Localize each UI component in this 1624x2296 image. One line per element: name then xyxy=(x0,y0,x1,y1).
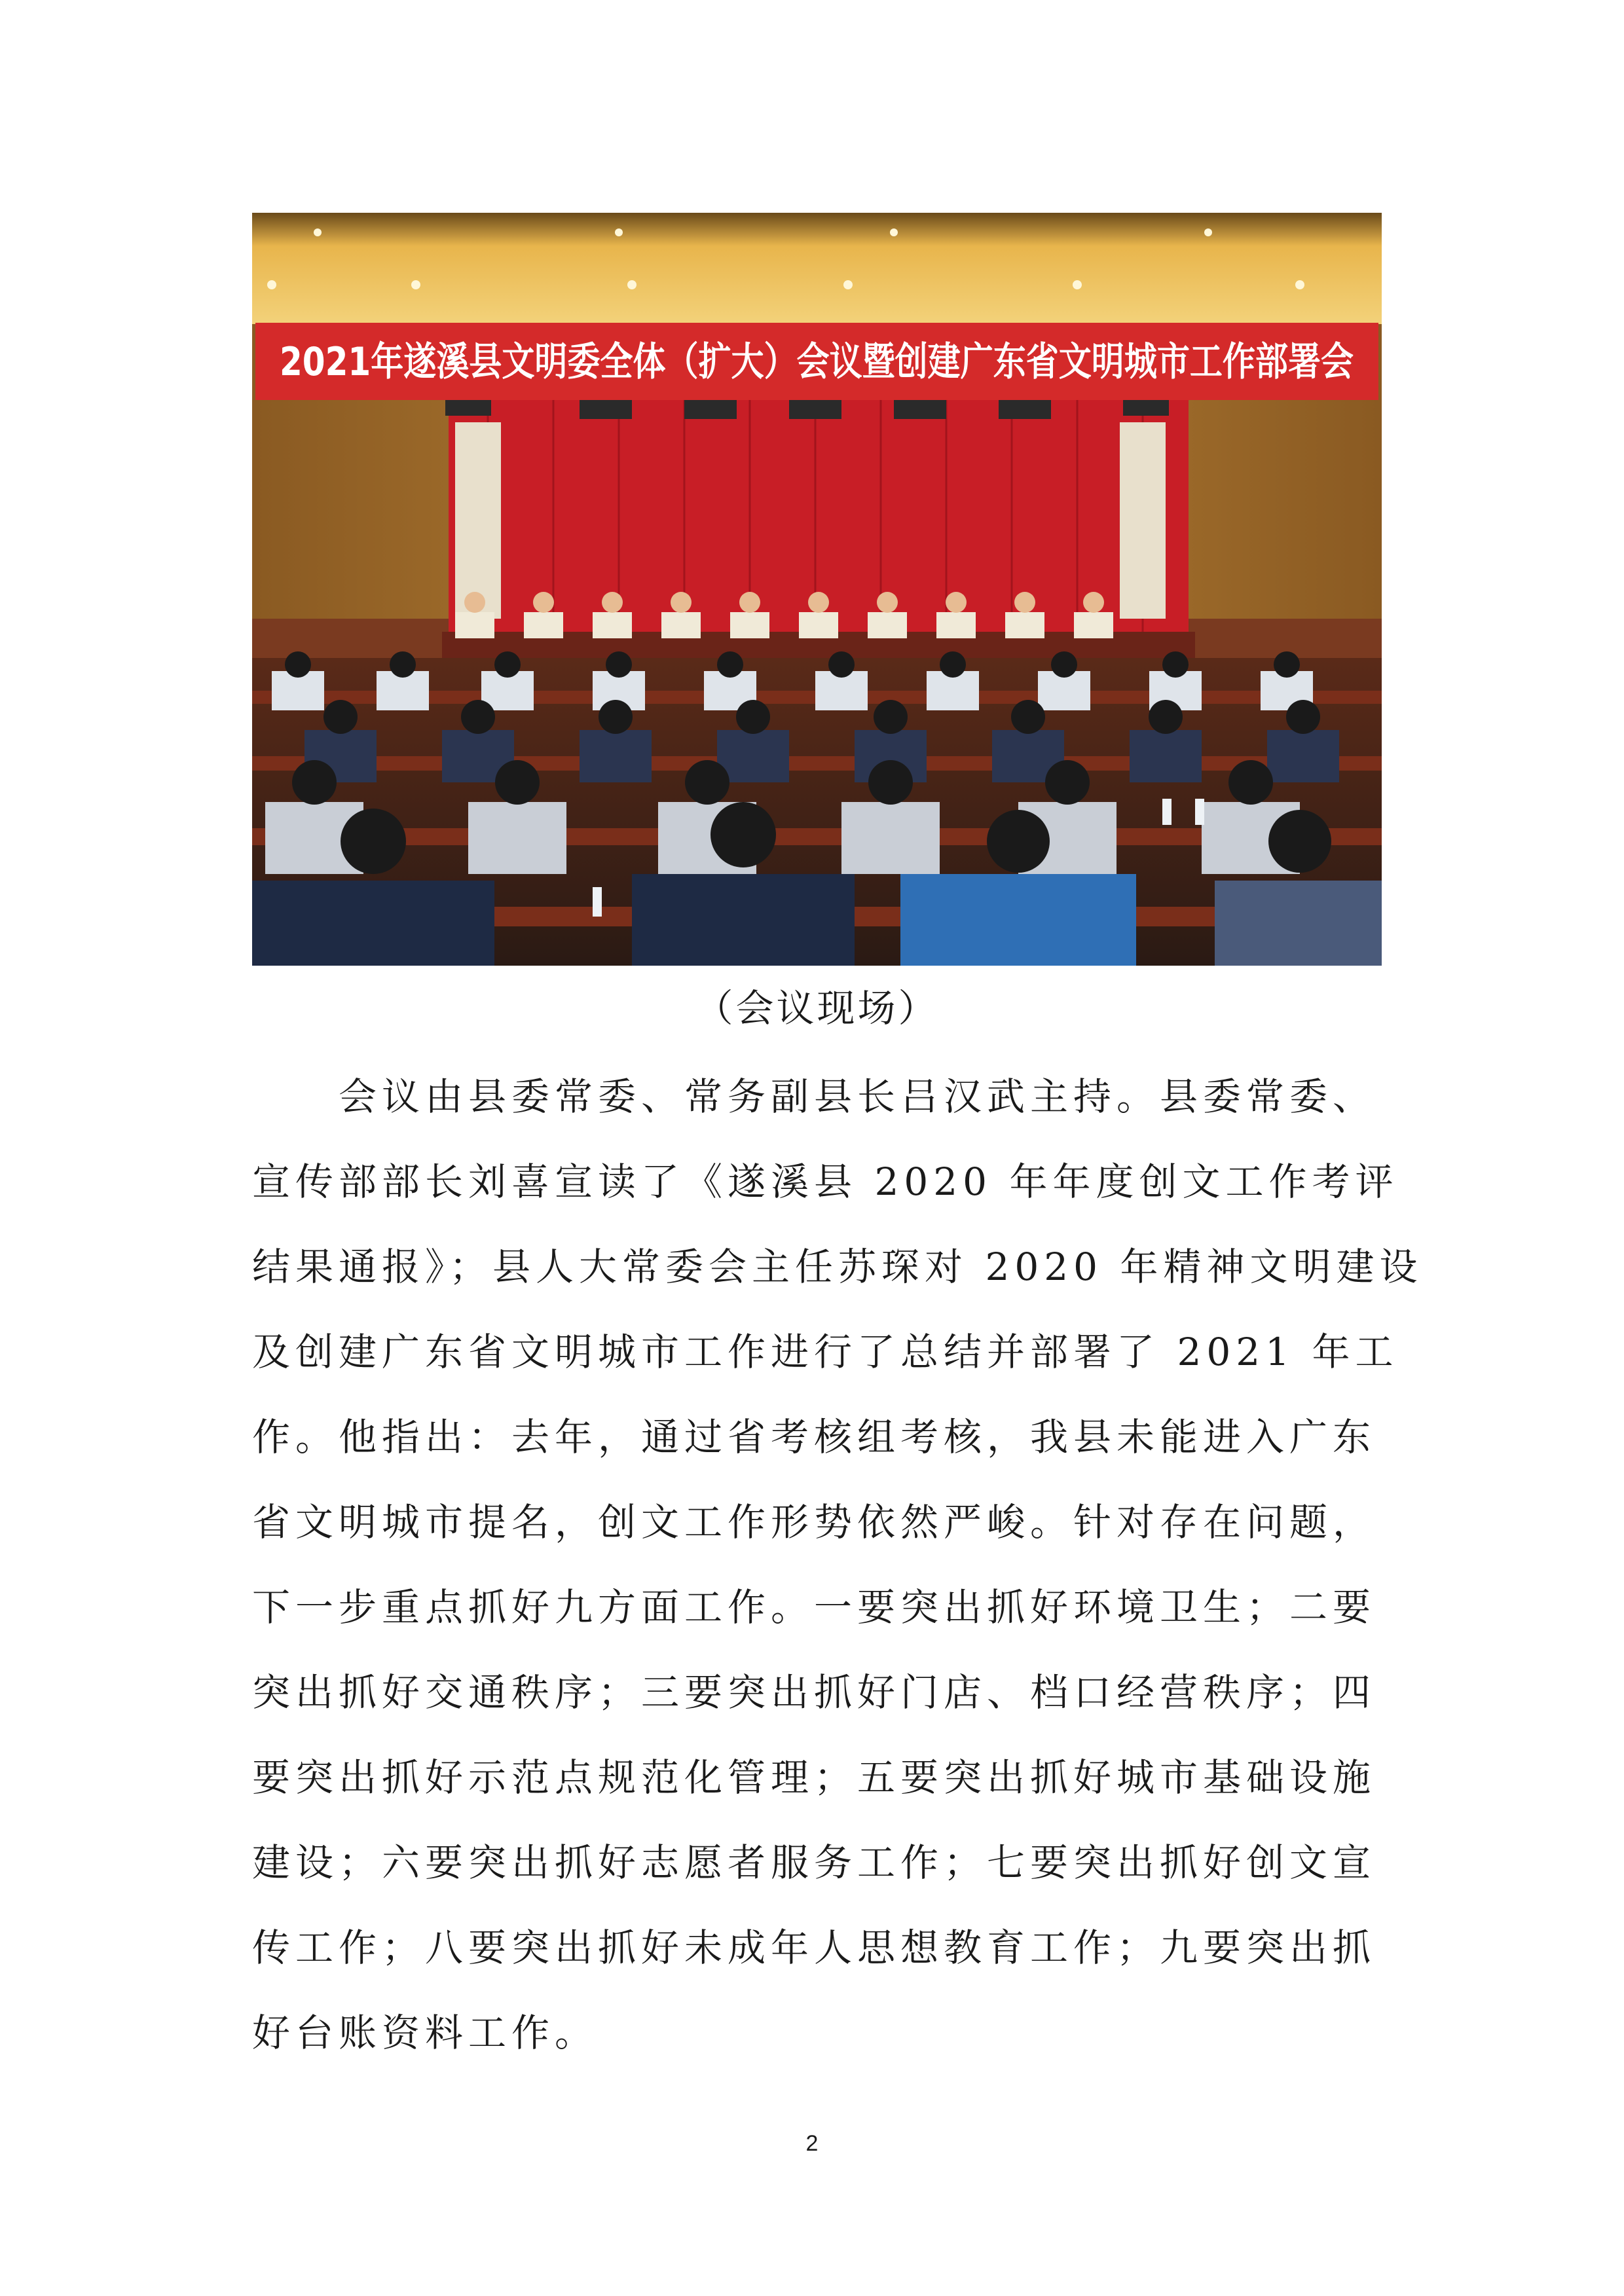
body-line: 下一步重点抓好九方面工作。一要突出抓好环境卫生；二要 xyxy=(252,1585,1376,1630)
body-line: 会议由县委常委、常务副县长吕汉武主持。县委常委、 xyxy=(252,1074,1376,1119)
body-line: 及创建广东省文明城市工作进行了总结并部署了 2021 年工 xyxy=(252,1330,1399,1374)
ceiling xyxy=(252,213,1382,324)
meeting-photo xyxy=(252,213,1382,966)
right-curtain xyxy=(1120,422,1166,619)
body-line: 宣传部部长刘喜宣读了《遂溪县 2020 年年度创文工作考评 xyxy=(252,1159,1399,1204)
body-line: 省文明城市提名，创文工作形势依然严峻。针对存在问题， xyxy=(252,1500,1376,1544)
body-line: 作。他指出：去年，通过省考核组考核，我县未能进入广东 xyxy=(252,1415,1376,1459)
photo-caption: （会议现场） xyxy=(695,986,939,1030)
left-curtain xyxy=(455,422,501,619)
body-line: 建设；六要突出抓好志愿者服务工作；七要突出抓好创文宣 xyxy=(252,1840,1376,1885)
body-line: 传工作；八要突出抓好未成年人思想教育工作；九要突出抓 xyxy=(252,1925,1376,1970)
body-line: 好台账资料工作。 xyxy=(252,2011,599,2055)
body-line: 要突出抓好示范点规范化管理；五要突出抓好城市基础设施 xyxy=(252,1755,1376,1800)
body-line: 突出抓好交通秩序；三要突出抓好门店、档口经营秩序；四 xyxy=(252,1670,1376,1715)
body-paragraph xyxy=(252,1054,1423,2075)
page-number: 2 xyxy=(805,2131,819,2156)
body-line: 结果通报》；县人大常委会主任苏琛对 2020 年精神文明建设 xyxy=(252,1245,1423,1289)
banner-text: 2021年遂溪县文明委全体（扩大）会议暨创建广东省文明城市工作部署会 xyxy=(280,339,1354,385)
